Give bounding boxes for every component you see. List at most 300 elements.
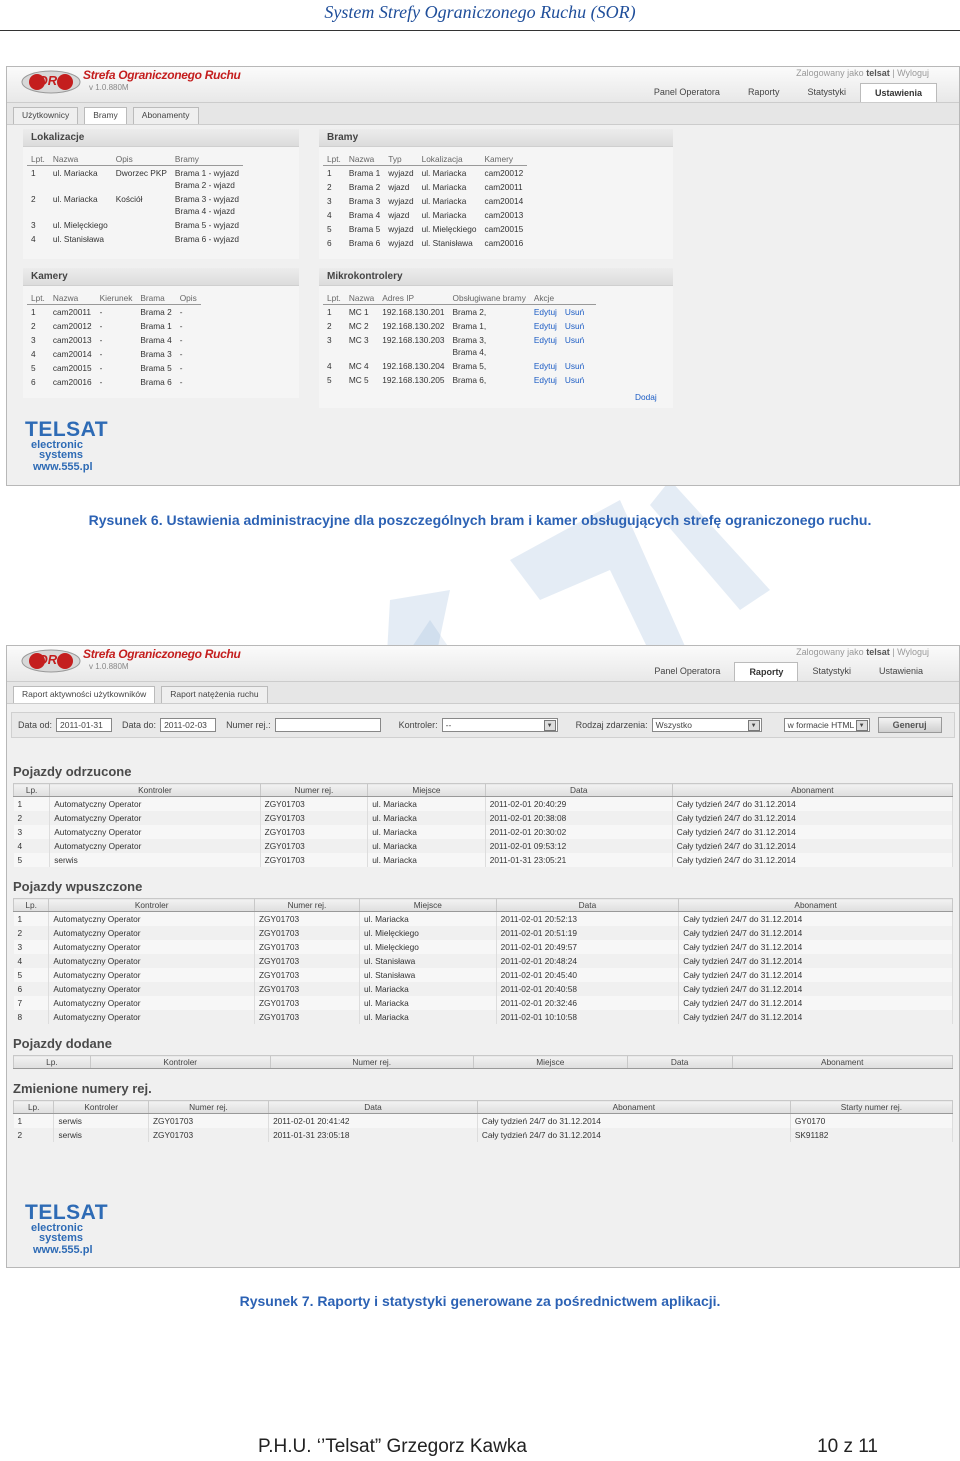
table-cell: ul. Mariacka — [421, 196, 467, 206]
column-header: Typ — [384, 151, 417, 166]
table-cell: 2 — [14, 1128, 54, 1142]
table-cell: ZGY01703 — [260, 825, 368, 839]
column-header: Bramy — [171, 151, 243, 166]
column-header: Miejsce — [368, 784, 486, 797]
footer-page-number: 10 z 11 — [817, 1436, 878, 1457]
table-cell: ZGY01703 — [254, 926, 359, 940]
column-header: Data — [485, 784, 672, 797]
lokalizacje-title: Lokalizacje — [23, 129, 299, 147]
table-cell: Dworzec PKP — [115, 168, 167, 178]
table-cell: 6 — [327, 238, 332, 248]
logged-label: Zalogowany jako — [796, 68, 864, 78]
table-cell: MC 2 — [348, 321, 369, 331]
table-cell: wyjazd — [388, 224, 414, 234]
logout-link[interactable]: Wyloguj — [897, 647, 929, 657]
table-row — [14, 1010, 953, 1024]
table-cell: Cały tydzień 24/7 do 31.12.2014 — [672, 797, 952, 812]
table-cell: 4 — [327, 210, 332, 220]
table-cell: 2011-02-01 20:30:02 — [485, 825, 672, 839]
table-cell: ZGY01703 — [260, 797, 368, 812]
table-cell: cam20014 — [484, 196, 524, 206]
table-cell: cam20011 — [52, 307, 91, 317]
table-cell: ul. Stanisława — [52, 234, 105, 244]
column-header: Lpt. — [323, 290, 345, 305]
telsat-logo-url: www.555.pl — [33, 461, 93, 473]
column-header: Lpt. — [27, 151, 49, 166]
table-header-row — [323, 290, 596, 305]
kamery-table — [27, 290, 201, 389]
zmienione-section — [7, 1077, 959, 1142]
wpuszczone-title: Pojazdy wpuszczone — [13, 879, 143, 894]
column-header: Kontroler — [90, 1056, 270, 1069]
telsat-logo-title: TELSAT — [25, 418, 109, 441]
table-row — [323, 222, 527, 236]
user-status: Zalogowany jako telsat | Wyloguj — [796, 647, 929, 657]
table-cell: ZGY01703 — [254, 968, 359, 982]
table-cell: 2 — [14, 811, 50, 825]
actions-cell — [530, 373, 596, 387]
table-cell: 4 — [14, 839, 50, 853]
table-cell: 192.168.130.204 — [382, 361, 445, 371]
delete-link[interactable]: Usuń — [564, 375, 585, 385]
table-cell: 2 — [327, 182, 332, 192]
table-cell: ul. Mielęckiego — [360, 940, 497, 954]
table-header-row — [14, 899, 953, 912]
telsat-logo — [25, 1202, 115, 1257]
telsat-logo-title: TELSAT — [25, 1201, 109, 1224]
column-header: Opis — [112, 151, 171, 166]
column-header: Opis — [176, 290, 201, 305]
table-cell: Cały tydzień 24/7 do 31.12.2014 — [679, 954, 953, 968]
table-cell: Brama 5, — [452, 361, 487, 371]
table-cell: cam20013 — [52, 335, 92, 345]
odrzucone-table — [13, 783, 953, 867]
table-row — [323, 373, 596, 387]
column-header: Kierunek — [96, 290, 137, 305]
table-cell: - — [99, 349, 103, 359]
table-cell: 1 — [14, 1114, 54, 1129]
table-cell: Cały tydzień 24/7 do 31.12.2014 — [679, 912, 953, 927]
tab-bramy[interactable]: Bramy — [84, 107, 127, 124]
table-cell: ul. Stanisława — [421, 238, 473, 248]
table-cell: 192.168.130.205 — [382, 375, 445, 385]
column-header: Numer rej. — [260, 784, 368, 797]
mikrokontrolery-title: Mikrokontrolery — [319, 268, 673, 286]
table-cell: Automatyczny Operator — [49, 996, 255, 1010]
reports-screenshot — [6, 645, 960, 1268]
table-cell: MC 1 — [348, 307, 369, 317]
table-cell: Brama 5 — [140, 363, 172, 373]
table-cell: ZGY01703 — [260, 853, 368, 867]
plate-input[interactable] — [275, 718, 381, 732]
table-cell: Cały tydzień 24/7 do 31.12.2014 — [672, 853, 952, 867]
column-header: Numer rej. — [254, 899, 359, 912]
telsat-logo-line2: electronic — [31, 1222, 83, 1234]
logged-user: telsat — [866, 68, 890, 78]
column-header: Lp. — [14, 1101, 54, 1114]
table-row — [27, 232, 243, 246]
table-cell: 2 — [327, 321, 332, 331]
table-cell: 1 — [327, 307, 332, 317]
table-cell: cam20012 — [484, 168, 524, 178]
table-cell: Cały tydzień 24/7 do 31.12.2014 — [679, 1010, 953, 1024]
table-cell: - — [179, 307, 183, 317]
table-cell: wyjazd — [388, 168, 414, 178]
table-cell: serwis — [50, 853, 260, 867]
odrzucone-section — [7, 760, 959, 867]
edit-link[interactable]: Edytuj — [533, 375, 557, 385]
table-cell: Brama 2 — [348, 182, 381, 192]
report-filters — [11, 712, 955, 738]
table-cell: - — [179, 321, 183, 331]
table-cell: 3 — [14, 825, 50, 839]
table-cell: ZGY01703 — [254, 1010, 359, 1024]
nav-ustawienia[interactable]: Ustawienia — [878, 666, 923, 676]
table-row — [27, 319, 201, 333]
column-header: Lokalizacja — [418, 151, 481, 166]
column-header: Obsługiwane bramy — [449, 290, 530, 305]
column-header: Numer rej. — [270, 1056, 473, 1069]
table-cell: 2 — [31, 194, 36, 204]
generate-button[interactable]: Generuj — [878, 717, 942, 733]
table-row — [14, 825, 953, 839]
odrzucone-title: Pojazdy odrzucone — [13, 764, 132, 779]
chevron-down-icon: ▼ — [748, 720, 760, 731]
table-cell: 1 — [31, 168, 36, 178]
column-header: Data — [627, 1056, 732, 1069]
logo-text: SOR — [29, 652, 58, 667]
column-header: Abonament — [732, 1056, 953, 1069]
header-divider — [0, 30, 960, 31]
table-cell: 1 — [31, 307, 36, 317]
table-cell: Cały tydzień 24/7 do 31.12.2014 — [672, 825, 952, 839]
column-header: Akcje — [530, 290, 596, 305]
column-header: Kontroler — [54, 1101, 149, 1114]
table-cell: ul. Mariacka — [52, 194, 98, 204]
table-cell: cam20013 — [484, 210, 524, 220]
telsat-logo-url: www.555.pl — [33, 1244, 93, 1256]
column-header: Miejsce — [360, 899, 497, 912]
table-cell: ul. Mariacka — [421, 168, 467, 178]
table-cell: ul. Mariacka — [52, 168, 98, 178]
table-cell: Cały tydzień 24/7 do 31.12.2014 — [679, 968, 953, 982]
table-row — [14, 811, 953, 825]
column-header: Lp. — [14, 1056, 91, 1069]
table-cell: 5 — [14, 968, 49, 982]
table-cell: Automatyczny Operator — [49, 982, 255, 996]
table-cell: Brama 2, — [452, 307, 487, 317]
table-row — [14, 912, 953, 927]
table-cell: 2 — [31, 321, 36, 331]
table-cell: Cały tydzień 24/7 do 31.12.2014 — [679, 982, 953, 996]
table-cell: 5 — [14, 853, 50, 867]
table-cell: Automatyczny Operator — [49, 926, 255, 940]
controller-select[interactable] — [442, 718, 558, 732]
table-cell: cam20015 — [52, 363, 92, 373]
table-cell: 2011-02-01 20:48:24 — [496, 954, 679, 968]
bramy-panel — [319, 129, 673, 259]
delete-link[interactable]: Usuń — [564, 321, 585, 331]
table-cell: 2011-02-01 20:45:40 — [496, 968, 679, 982]
table-cell: ul. Mariacka — [368, 825, 486, 839]
date-to-input[interactable]: 2011-02-03 — [160, 718, 216, 732]
table-row — [14, 968, 953, 982]
table-cell: Brama 4 — [348, 210, 381, 220]
table-cell: 4 — [31, 234, 36, 244]
table-cell: wjazd — [388, 182, 410, 192]
date-from-label: Data od: — [18, 720, 53, 730]
table-cell: Brama 3 — [348, 196, 381, 206]
table-row — [323, 208, 527, 222]
table-cell: ul. Mariacka — [368, 811, 486, 825]
table-cell: Brama 1 — [140, 321, 172, 331]
edit-link[interactable]: Edytuj — [533, 335, 557, 345]
table-cell: Automatyczny Operator — [50, 797, 260, 812]
table-cell: serwis — [54, 1128, 149, 1142]
table-cell: ul. Mariacka — [360, 982, 497, 996]
controller-value: -- — [445, 720, 452, 730]
tab-raport-aktywnosci[interactable]: Raport aktywności użytkowników — [13, 686, 155, 703]
wpuszczone-table — [13, 898, 953, 1024]
column-header: Kamery — [480, 151, 527, 166]
table-cell: 7 — [14, 996, 49, 1010]
report-tabs — [7, 682, 959, 704]
bramy-title: Bramy — [319, 129, 673, 147]
table-cell: ZGY01703 — [260, 811, 368, 825]
table-cell: 2011-02-01 10:10:58 — [496, 1010, 679, 1024]
table-cell — [112, 218, 171, 232]
table-cell: ul. Mariacka — [421, 210, 467, 220]
event-label: Rodzaj zdarzenia: — [575, 720, 648, 730]
table-cell: ul. Mariacka — [368, 839, 486, 853]
table-row — [27, 347, 201, 361]
table-cell: Brama 3, Brama 4, — [452, 335, 487, 357]
table-cell: 3 — [327, 196, 332, 206]
edit-link[interactable]: Edytuj — [533, 361, 557, 371]
table-cell: ul. Mariacka — [360, 996, 497, 1010]
table-cell: 1 — [14, 797, 50, 812]
table-cell: ul. Stanisława — [360, 968, 497, 982]
table-row — [14, 853, 953, 867]
table-header-row — [27, 290, 201, 305]
table-cell: 1 — [327, 168, 332, 178]
table-cell: 2011-02-01 20:40:58 — [496, 982, 679, 996]
tab-uzytkownicy[interactable]: Użytkownicy — [13, 107, 78, 124]
table-cell — [112, 232, 171, 246]
kamery-title: Kamery — [23, 268, 299, 286]
table-cell: 2 — [14, 926, 49, 940]
actions-cell — [530, 319, 596, 333]
table-cell: Cały tydzień 24/7 do 31.12.2014 — [679, 926, 953, 940]
table-cell: cam20015 — [484, 224, 524, 234]
column-header: Nazwa — [345, 290, 378, 305]
table-cell: MC 5 — [348, 375, 369, 385]
zmienione-table — [13, 1100, 953, 1142]
table-cell: 4 — [14, 954, 49, 968]
table-cell: Brama 5 — [348, 224, 381, 234]
table-cell: 2011-01-31 23:05:18 — [269, 1128, 478, 1142]
table-row — [14, 996, 953, 1010]
table-cell: Brama 3 — [140, 349, 172, 359]
lokalizacje-table — [27, 151, 243, 246]
date-to-label: Data do: — [122, 720, 157, 730]
table-cell: Brama 6 - wyjazd — [174, 234, 240, 244]
tab-raport-natezenia[interactable]: Raport natężenia ruchu — [161, 686, 267, 703]
table-cell: SK91182 — [790, 1128, 952, 1142]
table-cell: ZGY01703 — [260, 839, 368, 853]
lokalizacje-panel — [23, 129, 299, 259]
table-cell: ZGY01703 — [254, 940, 359, 954]
table-row — [323, 236, 527, 250]
column-header: Lp. — [14, 899, 49, 912]
table-cell: MC 3 — [348, 335, 369, 345]
column-header: Nazwa — [49, 290, 96, 305]
date-from-input[interactable]: 2011-01-31 — [56, 718, 112, 732]
table-row — [27, 305, 201, 320]
column-header: Data — [269, 1101, 478, 1114]
format-value: w formacie HTML — [787, 720, 855, 730]
telsat-logo-line3: systems — [39, 449, 84, 461]
table-header-row — [27, 151, 243, 166]
table-cell: 2011-01-31 23:05:21 — [485, 853, 672, 867]
app-header — [7, 67, 959, 103]
event-select[interactable] — [652, 718, 762, 732]
table-cell: 3 — [327, 335, 332, 345]
table-cell: GY0170 — [790, 1114, 952, 1129]
table-cell: - — [99, 363, 103, 373]
chevron-down-icon: ▼ — [856, 720, 868, 731]
table-cell: cam20014 — [52, 349, 92, 359]
footer-company: P.H.U. ‘’Telsat” Grzegorz Kawka — [258, 1436, 527, 1457]
nav-statystyki[interactable]: Statystyki — [812, 666, 851, 676]
app-brand: Strefa Ograniczonego Ruchu — [83, 68, 241, 82]
actions-cell — [530, 333, 596, 359]
table-cell: Automatyczny Operator — [49, 954, 255, 968]
table-cell: 6 — [31, 377, 36, 387]
table-cell: Brama 3 - wyjazd Brama 4 - wjazd — [174, 194, 240, 216]
event-value: Wszystko — [655, 720, 693, 730]
wpuszczone-section — [7, 875, 959, 1024]
table-cell: ZGY01703 — [254, 912, 359, 927]
table-row — [27, 361, 201, 375]
table-cell: 2011-02-01 20:52:13 — [496, 912, 679, 927]
table-cell: ul. Mielęckiego — [52, 220, 108, 230]
table-cell: Cały tydzień 24/7 do 31.12.2014 — [679, 996, 953, 1010]
table-cell: 1 — [14, 912, 49, 927]
column-header: Kontroler — [49, 899, 255, 912]
nav-statystyki[interactable]: Statystyki — [807, 87, 846, 97]
table-cell: Brama 6, — [452, 375, 487, 385]
settings-body — [7, 125, 959, 486]
table-cell: ZGY01703 — [254, 982, 359, 996]
column-header: Lpt. — [323, 151, 345, 166]
edit-link[interactable]: Edytuj — [533, 321, 557, 331]
table-row — [323, 333, 596, 359]
actions-cell — [530, 305, 596, 320]
table-cell: MC 4 — [348, 361, 369, 371]
table-cell: - — [99, 335, 103, 345]
dodane-title: Pojazdy dodane — [13, 1036, 112, 1051]
table-header-row — [14, 1056, 953, 1069]
column-header: Nazwa — [345, 151, 384, 166]
plate-label: Numer rej.: — [226, 720, 271, 730]
logout-link[interactable]: Wyloguj — [897, 68, 929, 78]
actions-cell — [530, 359, 596, 373]
nav-raporty[interactable]: Raporty — [734, 662, 798, 681]
table-cell: Automatyczny Operator — [50, 839, 260, 853]
table-cell: Brama 6 — [348, 238, 381, 248]
format-select[interactable] — [784, 718, 870, 732]
delete-link[interactable]: Usuń — [564, 335, 585, 345]
table-row — [323, 305, 596, 320]
table-header-row — [323, 151, 527, 166]
table-cell: - — [179, 335, 183, 345]
telsat-logo-line2: electronic — [31, 439, 83, 451]
table-cell: ZGY01703 — [254, 996, 359, 1010]
delete-link[interactable]: Usuń — [564, 361, 585, 371]
nav-panel-operatora[interactable]: Panel Operatora — [654, 666, 721, 676]
logged-user: telsat — [866, 647, 890, 657]
dodane-table — [13, 1055, 953, 1069]
table-cell: 2011-02-01 20:40:29 — [485, 797, 672, 812]
edit-link[interactable]: Edytuj — [533, 307, 557, 317]
table-cell: ul. Stanisława — [360, 954, 497, 968]
table-row — [27, 375, 201, 389]
table-header-row — [14, 784, 953, 797]
table-row — [14, 839, 953, 853]
table-row — [323, 319, 596, 333]
table-cell: Cały tydzień 24/7 do 31.12.2014 — [672, 811, 952, 825]
column-header: Lpt. — [27, 290, 49, 305]
delete-link[interactable]: Usuń — [564, 307, 585, 317]
add-controller-link[interactable]: Dodaj — [635, 392, 657, 402]
table-row — [14, 954, 953, 968]
table-header-row — [14, 1101, 953, 1114]
figure-caption-7: Rysunek 7. Raporty i statystyki generowane za pośrednictwem aplikacji. — [239, 1293, 721, 1309]
table-cell: Cały tydzień 24/7 do 31.12.2014 — [672, 839, 952, 853]
table-cell: ul. Mariacka — [368, 853, 486, 867]
table-cell: 192.168.130.201 — [382, 307, 445, 317]
table-cell: 192.168.130.202 — [382, 321, 445, 331]
table-cell: 3 — [14, 940, 49, 954]
table-cell: ul. Mariacka — [360, 1010, 497, 1024]
table-cell: wyjazd — [388, 196, 414, 206]
table-cell: ul. Mielęckiego — [360, 926, 497, 940]
table-cell: 2011-02-01 20:38:08 — [485, 811, 672, 825]
table-cell: cam20011 — [484, 182, 523, 192]
table-cell: Automatyczny Operator — [49, 1010, 255, 1024]
table-row — [323, 359, 596, 373]
table-row — [27, 166, 243, 193]
table-cell: 5 — [327, 224, 332, 234]
column-header: Miejsce — [473, 1056, 627, 1069]
table-cell: Brama 1 — [348, 168, 381, 178]
nav-panel-operatora[interactable]: Panel Operatora — [653, 87, 720, 97]
nav-raporty[interactable]: Raporty — [747, 87, 780, 97]
tab-abonamenty[interactable]: Abonamenty — [133, 107, 199, 124]
document-header: System Strefy Ograniczonego Ruchu (SOR) — [324, 2, 636, 22]
column-header: Abonament — [672, 784, 952, 797]
main-nav — [640, 83, 937, 102]
table-cell: wjazd — [388, 210, 410, 220]
settings-screenshot — [6, 66, 960, 486]
table-cell: - — [179, 349, 183, 359]
app-header-2 — [7, 646, 959, 682]
table-cell: Kościół — [115, 194, 143, 204]
table-cell: - — [99, 307, 103, 317]
nav-ustawienia[interactable]: Ustawienia — [860, 83, 937, 102]
document-footer — [0, 1432, 960, 1460]
